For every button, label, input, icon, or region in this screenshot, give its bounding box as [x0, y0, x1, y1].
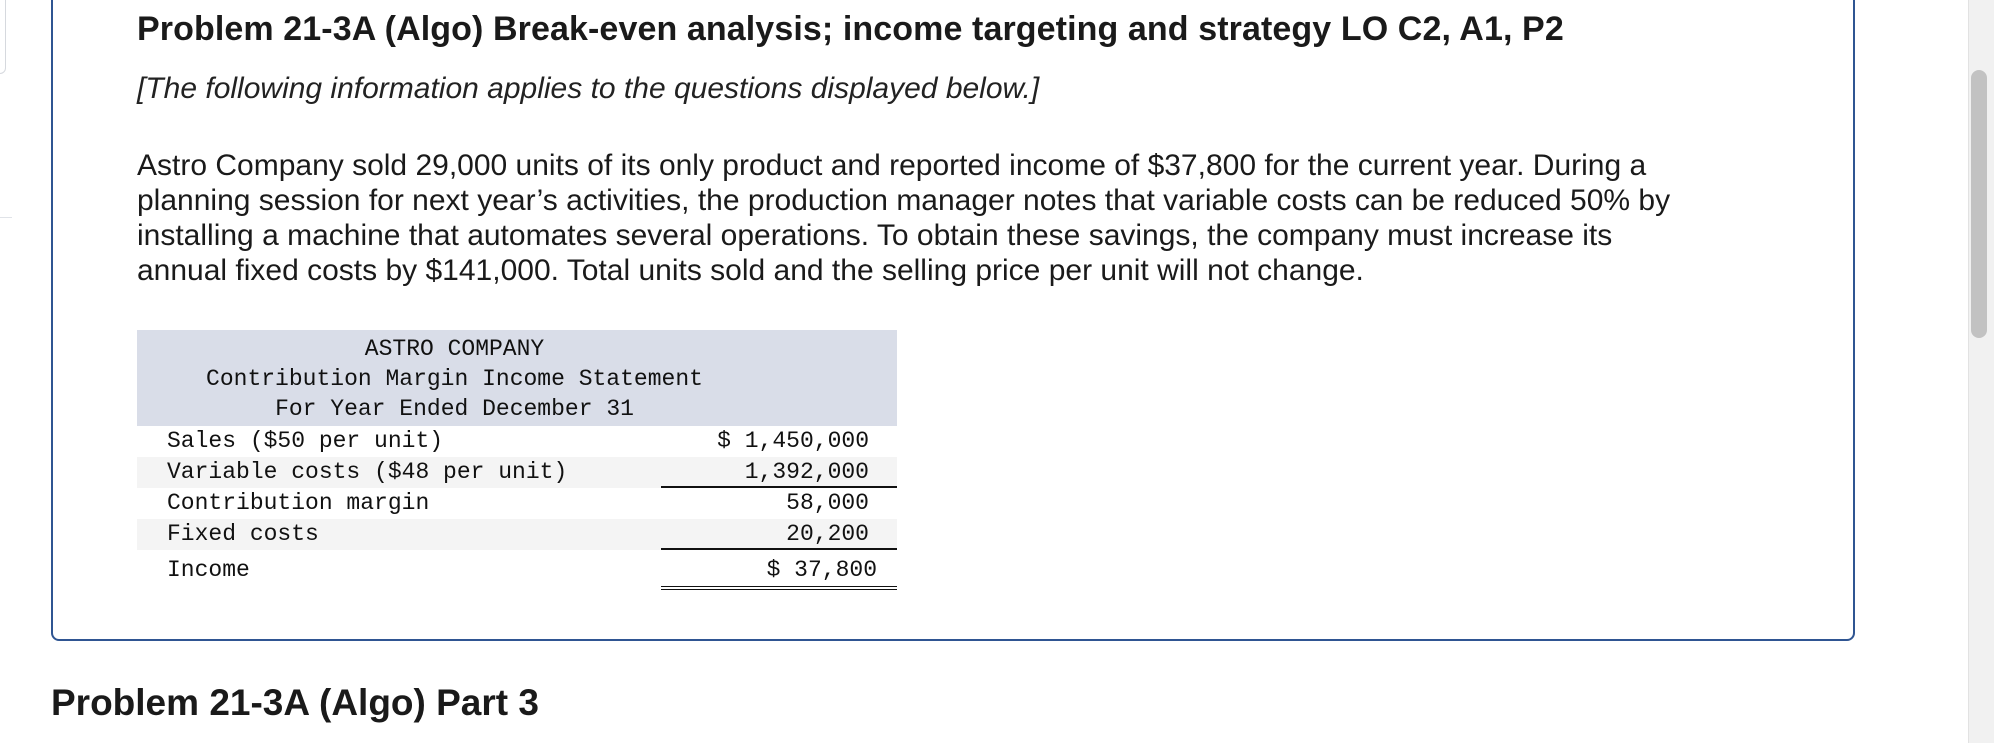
problem-note: [The following information applies to the questions displayed below.] [137, 72, 1040, 105]
statement-row-income [137, 550, 897, 590]
statement-period: For Year Ended December 31 [275, 396, 634, 422]
description-line: installing a machine that automates several operations. To obtain these savings, the company must increase its [137, 219, 1613, 252]
description-line: Astro Company sold 29,000 units of its only product and reported income of $37,800 for the current year. During a [137, 149, 1647, 182]
statement-header [137, 330, 897, 426]
row-amount: 20,200 [661, 519, 897, 550]
statement-row-contribution-margin [137, 488, 897, 519]
row-label: Fixed costs [167, 521, 319, 547]
statement-row-sales [137, 426, 897, 457]
row-label: Variable costs ($48 per unit) [167, 459, 568, 485]
part-heading: Problem 21-3A (Algo) Part 3 [51, 682, 539, 723]
side-panel-edge [0, 0, 6, 74]
statement-row-fixed-costs [137, 519, 897, 550]
row-label: Income [167, 557, 250, 583]
statement-row-variable-costs [137, 457, 897, 488]
scrollbar-thumb[interactable] [1971, 70, 1987, 338]
income-statement [137, 330, 897, 590]
row-amount: $ 1,450,000 [717, 428, 869, 454]
side-divider [0, 217, 12, 218]
statement-name: Contribution Margin Income Statement [206, 366, 703, 392]
problem-description [137, 148, 1777, 288]
row-label: Contribution margin [167, 490, 430, 516]
row-amount: $ 37,800 [661, 550, 897, 590]
statement-company: ASTRO COMPANY [364, 336, 545, 362]
row-amount: 58,000 [786, 490, 869, 516]
description-line: planning session for next year’s activities, the production manager notes that variable costs can be reduced 50% by [137, 184, 1671, 217]
row-amount: 1,392,000 [661, 457, 897, 488]
description-line: annual fixed costs by $141,000. Total units sold and the selling price per unit will not change. [137, 254, 1364, 287]
row-label: Sales ($50 per unit) [167, 428, 444, 454]
problem-title: Problem 21-3A (Algo) Break-even analysis; income targeting and strategy LO C2, A1, P2 [137, 10, 1564, 48]
